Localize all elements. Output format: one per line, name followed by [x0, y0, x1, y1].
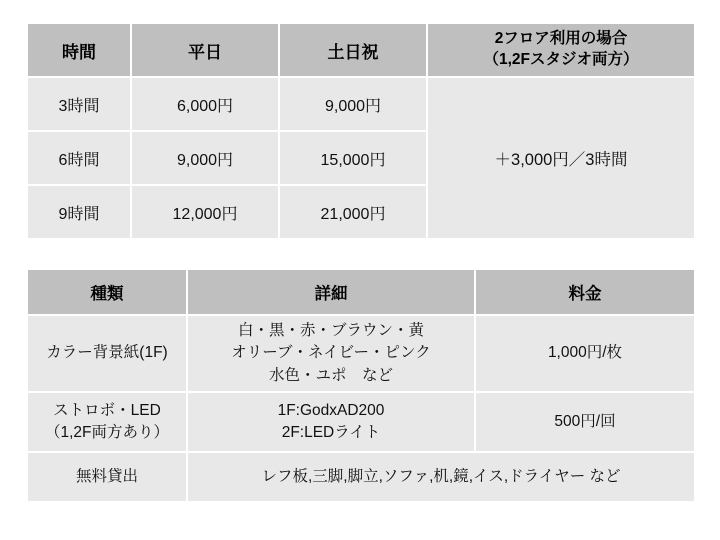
pricing-holiday-1: 15,000円	[279, 131, 427, 185]
pricing-holiday-2: 21,000円	[279, 185, 427, 239]
column-header-two-floor-line1: 2フロア利用の場合	[494, 30, 628, 48]
table-row	[27, 452, 695, 502]
equipment-fee-0: 1,000円/枚	[475, 315, 695, 392]
equipment-detail-0	[187, 315, 475, 392]
pricing-holiday-0: 9,000円	[279, 77, 427, 131]
equipment-kind-1-line1: ストロボ・LED	[53, 401, 161, 419]
equipment-kind-1-line2: （1,2F両方あり）	[44, 424, 169, 442]
equipment-detail-1-line1: 1F:GodxAD200	[277, 401, 385, 419]
equipment-detail-0-line2: オリーブ・ネイビー・ピンク	[231, 344, 431, 362]
equipment-kind-1	[27, 392, 187, 452]
equipment-detail-1-line2: 2F:LEDライト	[281, 424, 381, 442]
table-row	[27, 392, 695, 452]
equipment-kind-0: カラー背景紙(1F)	[27, 315, 187, 392]
column-header-fee: 料金	[475, 269, 695, 315]
table-row	[27, 315, 695, 392]
pricing-weekday-1: 9,000円	[131, 131, 279, 185]
pricing-time-1: 6時間	[27, 131, 131, 185]
table-header-row	[27, 269, 695, 315]
equipment-fee-1: 500円/回	[475, 392, 695, 452]
column-header-kind: 種類	[27, 269, 187, 315]
equipment-detail-1	[187, 392, 475, 452]
column-header-two-floor-line2: （1,2Fスタジオ両方）	[483, 51, 639, 68]
column-header-holiday: 土日祝	[279, 23, 427, 77]
equipment-detail-2: レフ板,三脚,脚立,ソファ,机,鏡,イス,ドライヤー など	[187, 452, 695, 502]
column-header-detail: 詳細	[187, 269, 475, 315]
pricing-weekday-0: 6,000円	[131, 77, 279, 131]
equipment-detail-0-line1: 白・黒・赤・ブラウン・黄	[237, 322, 424, 339]
column-header-weekday: 平日	[131, 23, 279, 77]
pricing-two-floor-value: ＋3,000円／3時間	[427, 77, 695, 239]
pricing-time-0: 3時間	[27, 77, 131, 131]
equipment-kind-2: 無料貸出	[27, 452, 187, 502]
column-header-time: 時間	[27, 23, 131, 77]
pricing-time-2: 9時間	[27, 185, 131, 239]
table-row	[27, 77, 695, 131]
pricing-weekday-2: 12,000円	[131, 185, 279, 239]
equipment-table	[26, 268, 696, 503]
equipment-detail-0-line3: 水色・ユポ など	[268, 366, 393, 384]
pricing-table	[26, 22, 696, 240]
column-header-two-floor	[427, 23, 695, 77]
table-header-row	[27, 23, 695, 77]
